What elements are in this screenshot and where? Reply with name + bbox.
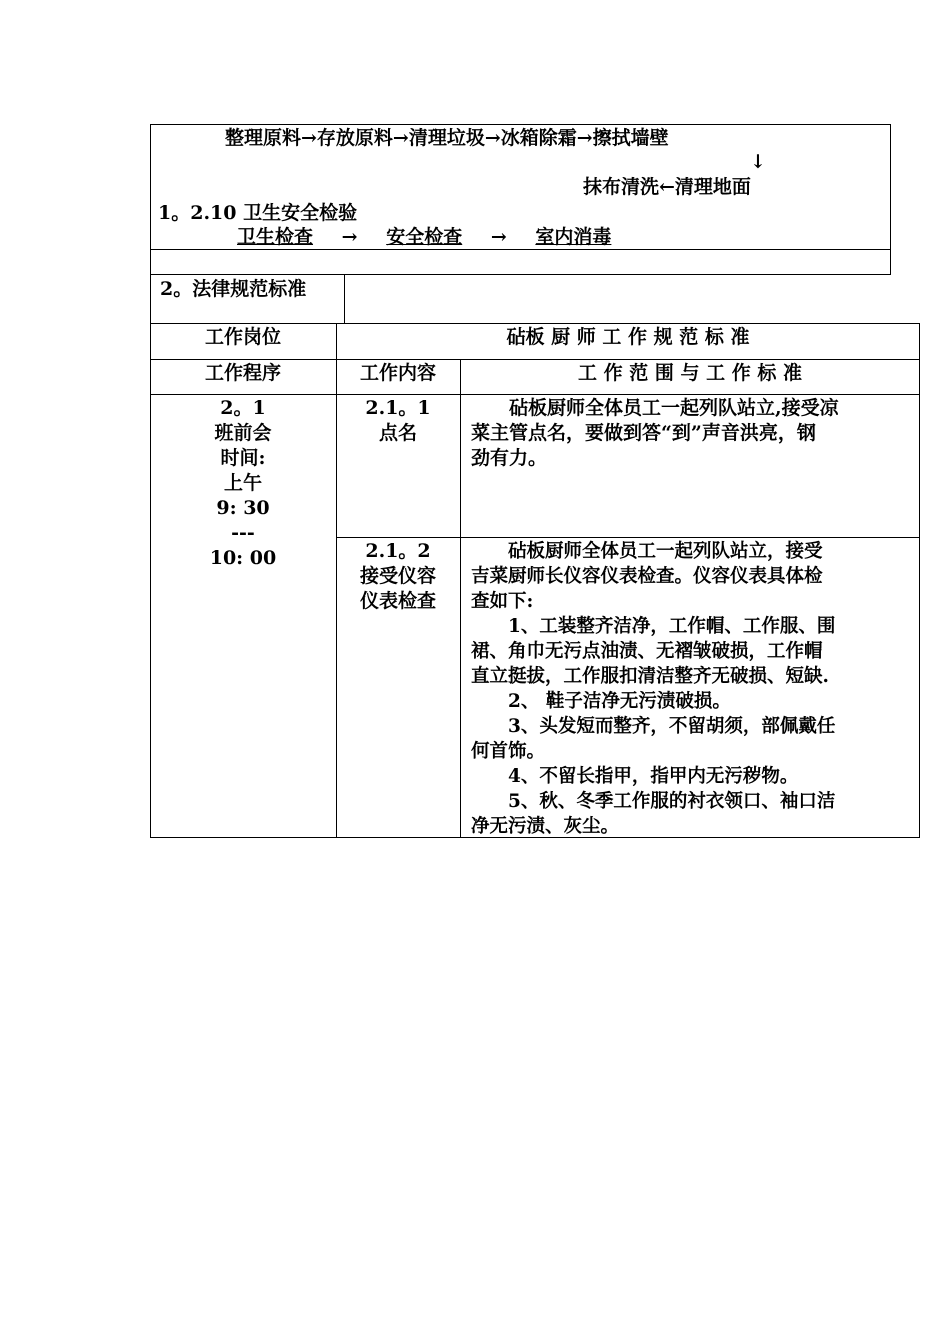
procedure-line: 上午 <box>223 472 262 494</box>
scope-line: 菜主管点名，要做到答“到”声音洪亮，钢 <box>471 422 816 444</box>
scope-line: 1、工装整齐洁净，工作帽、工作服、围 <box>471 616 836 637</box>
content-cell-1 <box>336 396 460 446</box>
scope-line: 2、 鞋子洁净无污渍破损。 <box>471 691 731 712</box>
table-rule <box>336 537 920 538</box>
col-header-scope: 工 作 范 围 与 工 作 标 准 <box>578 362 802 384</box>
post-label: 工作岗位 <box>204 326 281 348</box>
scope-line: 4、不留长指甲，指甲内无污秽物。 <box>471 766 799 787</box>
col-header-procedure: 工作程序 <box>204 362 281 384</box>
content-line: 点名 <box>378 422 417 444</box>
arrow-right-icon: → <box>341 226 358 248</box>
scope-line: 5、秋、冬季工作服的衬衣领口、袖口洁 <box>471 791 836 812</box>
scope-line: 净无污渍、灰尘。 <box>471 816 620 837</box>
flow-arrow-down: ↓ <box>750 151 766 173</box>
procedure-line: 班前会 <box>214 422 272 444</box>
procedure-cell <box>150 396 336 571</box>
flow-row2: 抹布清洗←清理地面 <box>583 176 751 198</box>
procedure-line: 时间: <box>220 447 266 469</box>
content-line: 接受仪容 <box>359 565 436 587</box>
step-disinfection: 室内消毒 <box>535 226 612 248</box>
table-rule <box>150 359 920 360</box>
section2-title: 2。法律规范标准 <box>160 278 307 300</box>
scope-line: 直立挺拔，工作服扣清洁整齐无破损、短缺. <box>471 666 829 687</box>
empty-row <box>150 249 891 275</box>
procedure-line: 10: 00 <box>209 547 277 569</box>
scope-line: 砧板厨师全体员工一起列队站立，接受 <box>471 541 823 562</box>
scope-cell-2 <box>471 539 911 839</box>
content-cell-2 <box>336 539 460 614</box>
content-line: 2.1。2 <box>365 540 431 562</box>
scope-line: 砧板厨师全体员工一起列队站立,接受凉 <box>471 397 839 419</box>
arrow-right-icon: → <box>490 226 507 248</box>
table-rule <box>150 394 920 395</box>
content-line: 2.1。1 <box>365 397 431 419</box>
scope-line: 何首饰。 <box>471 741 546 762</box>
procedure-line: 2。1 <box>220 397 266 419</box>
table-col-rule <box>460 359 461 838</box>
step-hygiene-check: 卫生检查 <box>237 226 314 248</box>
content-line: 仪表检查 <box>359 590 436 612</box>
scope-line: 3、头发短而整齐，不留胡须，部佩戴任 <box>471 716 836 737</box>
step-safety-check: 安全检查 <box>386 226 463 248</box>
check-flow <box>237 225 611 249</box>
col-header-content: 工作内容 <box>359 362 436 384</box>
flow-row1: 整理原料→存放原料→清理垃圾→冰箱除霜→擦拭墙壁 <box>225 127 669 149</box>
section-1-2-10-title: 1。2.10 卫生安全检验 <box>158 202 358 224</box>
scope-line: 查如下: <box>471 591 534 612</box>
scope-line: 劲有力。 <box>471 447 548 469</box>
scope-line: 吉菜厨师长仪容仪表检查。仪容仪表具体检 <box>471 566 823 587</box>
procedure-line: --- <box>231 522 255 544</box>
scope-line: 裙、角巾无污点油渍、无褶皱破损，工作帽 <box>471 641 823 662</box>
scope-cell-1 <box>471 396 911 471</box>
post-title: 砧板 厨 师 工 作 规 范 标 准 <box>506 326 750 348</box>
procedure-line: 9: 30 <box>216 497 270 519</box>
